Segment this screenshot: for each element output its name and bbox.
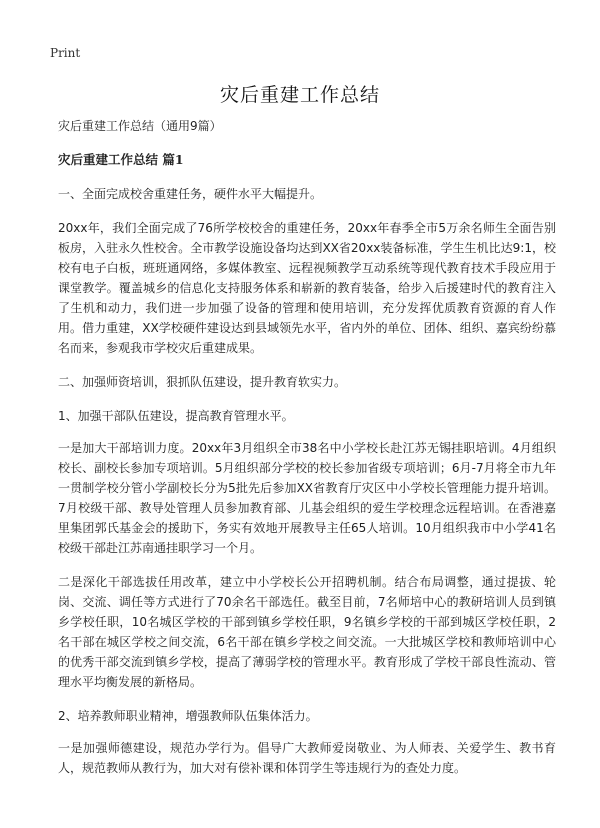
- section-heading: 灾后重建工作总结 篇1: [58, 152, 184, 167]
- print-link[interactable]: Print: [50, 46, 81, 60]
- paragraph: 二、加强师资培训，狠抓队伍建设，提升教育软实力。: [58, 375, 347, 389]
- paragraph: 1、加强干部队伍建设，提高教育管理水平。: [58, 409, 294, 423]
- paragraph: 一是加大干部培训力度。20xx年3月组织全市38名中小学校长赴江苏无锡挂职培训。4月组织校长、副校长参加专项培训。5月组织部分学校的校长参加省级专项培训；6月-7月将全市九年一贯制学校分管小学副校长分为5批先后参加XX省教育厅灾区中小学校长管理能力提升培训。7月校级干部、教导处管理人员参加教育部、儿基会组织的爱生学校理念远程培训。在香港嘉里集团郭氏基金会的援助下，务实有效地开展教导主任65人培训。10月组织我市中小学41名校级干部赴江苏南通挂职学习一个月。: [58, 441, 556, 555]
- document-subtitle: 灾后重建工作总结（通用9篇）: [58, 119, 222, 133]
- paragraph: 20xx年，我们全面完成了76所学校校舍的重建任务，20xx年春季全市5万余名师生全面告别板房，入驻永久性校舍。全市教学设施设备均达到XX省20xx装备标准，学生生机比达9:1，校校有电子白板，班班通网络，多媒体教室、远程视频教学互动系统等现代教育技术手段应用于课堂教学。覆盖城乡的信息化支持服务体系和崭新的教育装备，给步入后援建时代的教育注入了生机和动力，我们进一步加强了设备的管理和使用培训，充分发挥优质教育资源的育人作用。借力重建，XX学校硬件建设达到县域领先水平，省内外的单位、团体、组织、嘉宾纷纷慕名而来，参观我市学校灾后重建成果。: [58, 221, 556, 355]
- paragraph: 一是加强师德建设，规范办学行为。倡导广大教师爱岗敬业、为人师表、关爱学生、教书育人，规范教师从教行为，加大对有偿补课和体罚学生等违规行为的查处力度。: [58, 741, 556, 775]
- paragraph: 一、全面完成校舍重建任务，硬件水平大幅提升。: [58, 187, 323, 201]
- paragraph: 2、培养教师职业精神，增强教师队伍集体活力。: [58, 709, 318, 723]
- document-body: [58, 116, 556, 792]
- paragraph: 二是深化干部选拔任用改革，建立中小学校长公开招聘机制。结合布局调整，通过提拔、轮岗、交流、调任等方式进行了70余名干部选任。截至目前，7名师培中心的教研培训人员到镇乡学校任职，10名城区学校的干部到镇乡学校任职，9名镇乡学校的干部到城区学校任职，2名干部在城区学校之间交流，6名干部在镇乡学校之间交流。一大批城区学校和教师培训中心的优秀干部交流到镇乡学校，提高了薄弱学校的管理水平。教育形成了学校干部良性流动、管理水平均衡发展的新格局。: [58, 575, 556, 689]
- page-title: 灾后重建工作总结: [219, 84, 380, 106]
